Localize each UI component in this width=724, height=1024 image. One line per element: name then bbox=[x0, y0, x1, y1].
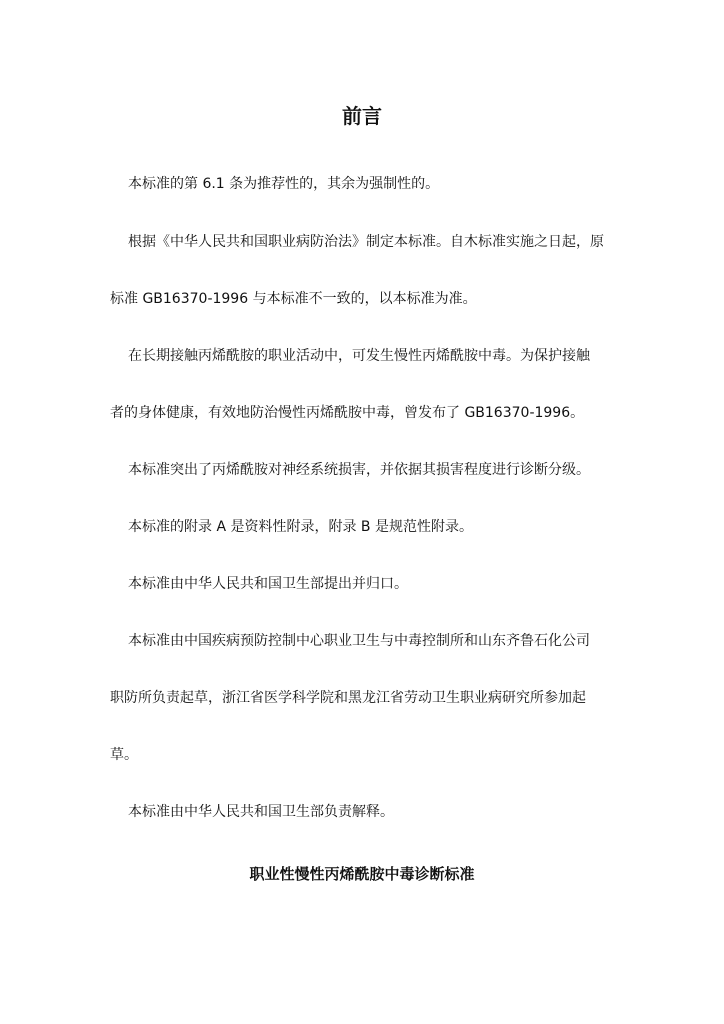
paragraph-line-8: 本标准由中华人民共和国卫生部提出并归口。 bbox=[128, 576, 408, 592]
paragraph-line-12: 本标准由中华人民共和国卫生部负责解释。 bbox=[128, 804, 394, 820]
paragraph-line-1: 本标准的第 6.1 条为推荐性的，其余为强制性的。 bbox=[128, 176, 440, 192]
paragraph-line-9: 本标准由中国疾病预防控制中心职业卫生与中毒控制所和山东齐鲁石化公司 bbox=[128, 633, 590, 649]
page-title: 前言 bbox=[342, 104, 382, 128]
paragraph-line-10: 职防所负责起草，浙江省医学科学院和黑龙江省劳动卫生职业病研究所参加起 bbox=[110, 690, 586, 706]
paragraph-line-11: 草。 bbox=[110, 747, 138, 763]
paragraph-line-6: 本标准突出了丙烯酰胺对神经系统损害，并依据其损害程度进行诊断分级。 bbox=[128, 462, 590, 478]
paragraph-line-4: 在长期接触丙烯酰胺的职业活动中，可发生慢性丙烯酰胺中毒。为保护接触 bbox=[128, 348, 590, 364]
paragraph-line-2: 根据《中华人民共和国职业病防治法》制定本标准。自木标准实施之日起，原 bbox=[128, 234, 604, 250]
paragraph-line-7: 本标准的附录 A 是资料性附录，附录 B 是规范性附录。 bbox=[128, 519, 473, 535]
section-title: 职业性慢性丙烯酰胺中毒诊断标准 bbox=[249, 865, 475, 883]
paragraph-line-5: 者的身体健康，有效地防治慢性丙烯酰胺中毒，曾发布了 GB16370-1996。 bbox=[110, 405, 585, 421]
paragraph-line-3: 标准 GB16370-1996 与本标准不一致的，以本标准为准。 bbox=[110, 291, 477, 307]
